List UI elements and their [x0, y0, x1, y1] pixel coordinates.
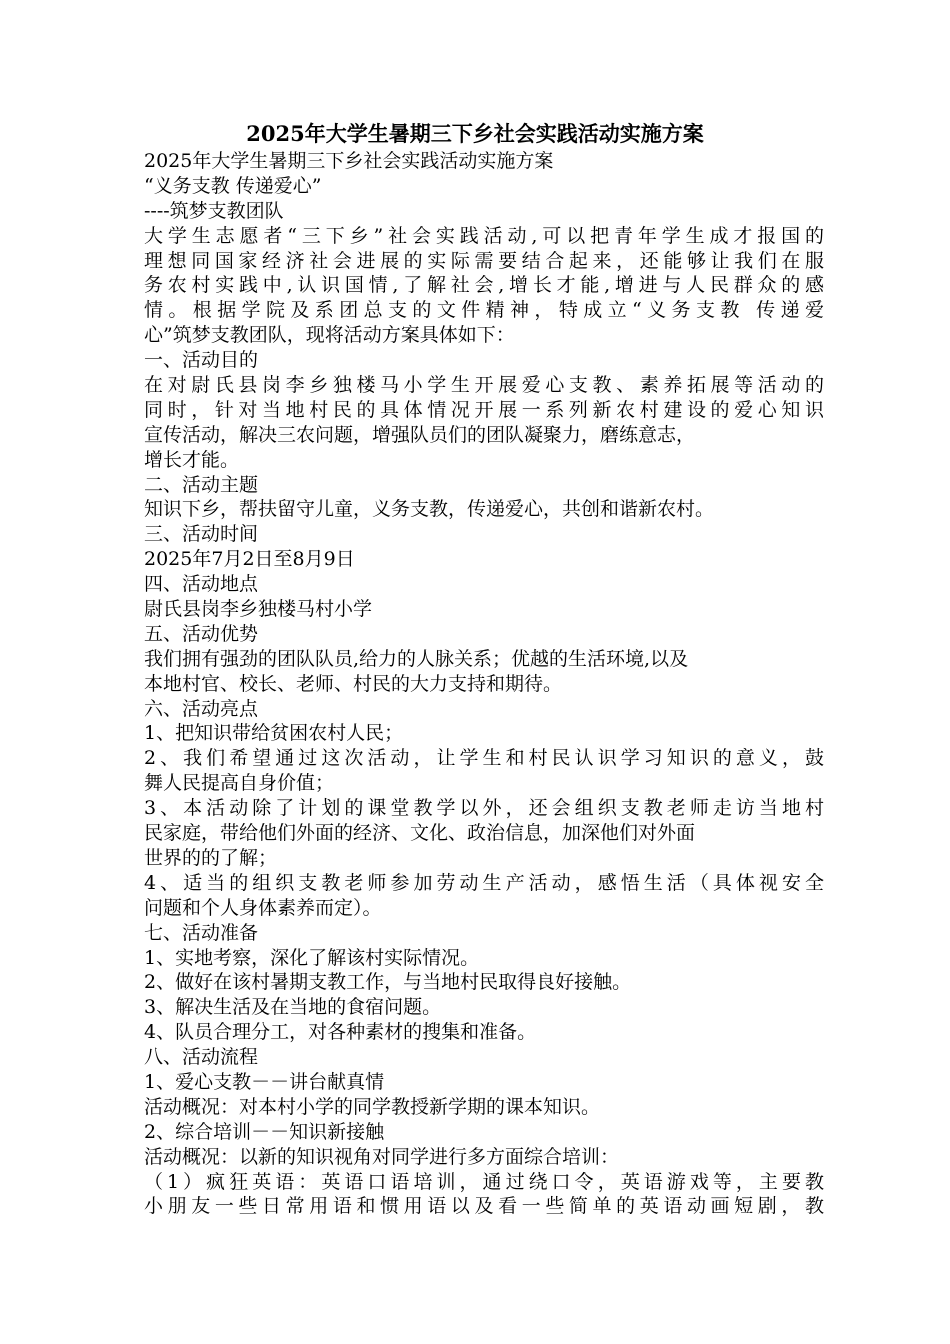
section-heading: 四、活动地点 [144, 573, 259, 596]
list-item: 2、综合培训－－知识新接触 [144, 1120, 385, 1143]
text-line: 在对尉氏县岗李乡独楼马小学生开展爱心支教、素养拓展等活动的 [144, 374, 824, 397]
text-line: 务农村实践中,认识国情,了解社会,增长才能,增进与人民群众的感 [144, 274, 824, 297]
text-line: 同时，针对当地村民的具体情况开展一系列新农村建设的爱心知识 [144, 398, 824, 421]
section-heading: 七、活动准备 [144, 921, 259, 944]
list-item: 3、解决生活及在当地的食宿问题。 [144, 996, 442, 1019]
text-line: “义务支教 传递爱心” [144, 174, 322, 197]
text-line: 心”筑梦支教团队，现将活动方案具体如下： [144, 324, 515, 347]
text-line: 理想同国家经济社会进展的实际需要结合起来，还能够让我们在服 [144, 249, 824, 272]
text-line: 活动概况：以新的知识视角对同学进行多方面综合培训： [144, 1145, 620, 1168]
list-item: 4、适当的组织支教老师参加劳动生产活动，感悟生活（具体视安全 [144, 871, 824, 894]
text-line: 小朋友一些日常用语和惯用语以及看一些简单的英语动画短剧，教 [144, 1195, 824, 1218]
text-line: 问题和个人身体素养而定）。 [144, 896, 382, 919]
text-line: 世界的的了解； [144, 846, 278, 869]
section-heading: 二、活动主题 [144, 473, 259, 496]
document-title: 2025年大学生暑期三下乡社会实践活动实施方案 [246, 121, 704, 146]
text-line: 宣传活动，解决三农问题，增强队员们的团队凝聚力，磨练意志， [144, 423, 696, 446]
section-heading: 八、活动流程 [144, 1046, 259, 1069]
text-line: 情。根据学院及系团总支的文件精神，特成立“义务支教 传递爱 [144, 299, 824, 322]
section-heading: 五、活动优势 [144, 622, 259, 645]
text-line: 大学生志愿者“三下乡”社会实践活动,可以把青年学生成才报国的 [144, 224, 824, 247]
list-item: 2、我们希望通过这次活动，让学生和村民认识学习知识的意义，鼓 [144, 747, 824, 770]
list-item: 2、做好在该村暑期支教工作，与当地村民取得良好接触。 [144, 971, 632, 994]
section-heading: 一、活动目的 [144, 349, 259, 372]
text-line: 增长才能。 [144, 448, 240, 471]
text-line: 尉氏县岗李乡独楼马村小学 [144, 598, 373, 621]
text-line: （1）疯狂英语：英语口语培训，通过绕口令，英语游戏等，主要教 [144, 1170, 824, 1193]
text-line: 活动概况：对本村小学的同学教授新学期的课本知识。 [144, 1095, 601, 1118]
section-heading: 六、活动亮点 [144, 697, 259, 720]
text-line: 我们拥有强劲的团队队员,给力的人脉关系；优越的生活环境,以及 [144, 647, 689, 670]
text-line: 舞人民提高自身价值； [144, 772, 335, 795]
text-line: ----筑梦支教团队 [144, 199, 284, 222]
text-line: 知识下乡，帮扶留守儿童，义务支教，传递爱心，共创和谐新农村。 [144, 498, 715, 521]
list-item: 4、队员合理分工，对各种素材的搜集和准备。 [144, 1021, 537, 1044]
list-item: 3、本活动除了计划的课堂教学以外，还会组织支教老师走访当地村 [144, 797, 824, 820]
list-item: 1、实地考察，深化了解该村实际情况。 [144, 946, 480, 969]
text-line: 民家庭，带给他们外面的经济、文化、政治信息，加深他们对外面 [144, 822, 696, 845]
text-line: 本地村官、校长、老师、村民的大力支持和期待。 [144, 672, 563, 695]
text-line: 2025年7月2日至8月9日 [144, 548, 355, 571]
text-line: 2025年大学生暑期三下乡社会实践活动实施方案 [144, 150, 554, 172]
list-item: 1、爱心支教－－讲台献真情 [144, 1070, 385, 1093]
document-body [144, 149, 824, 1219]
section-heading: 三、活动时间 [144, 523, 259, 546]
list-item: 1、把知识带给贫困农村人民； [144, 722, 404, 745]
